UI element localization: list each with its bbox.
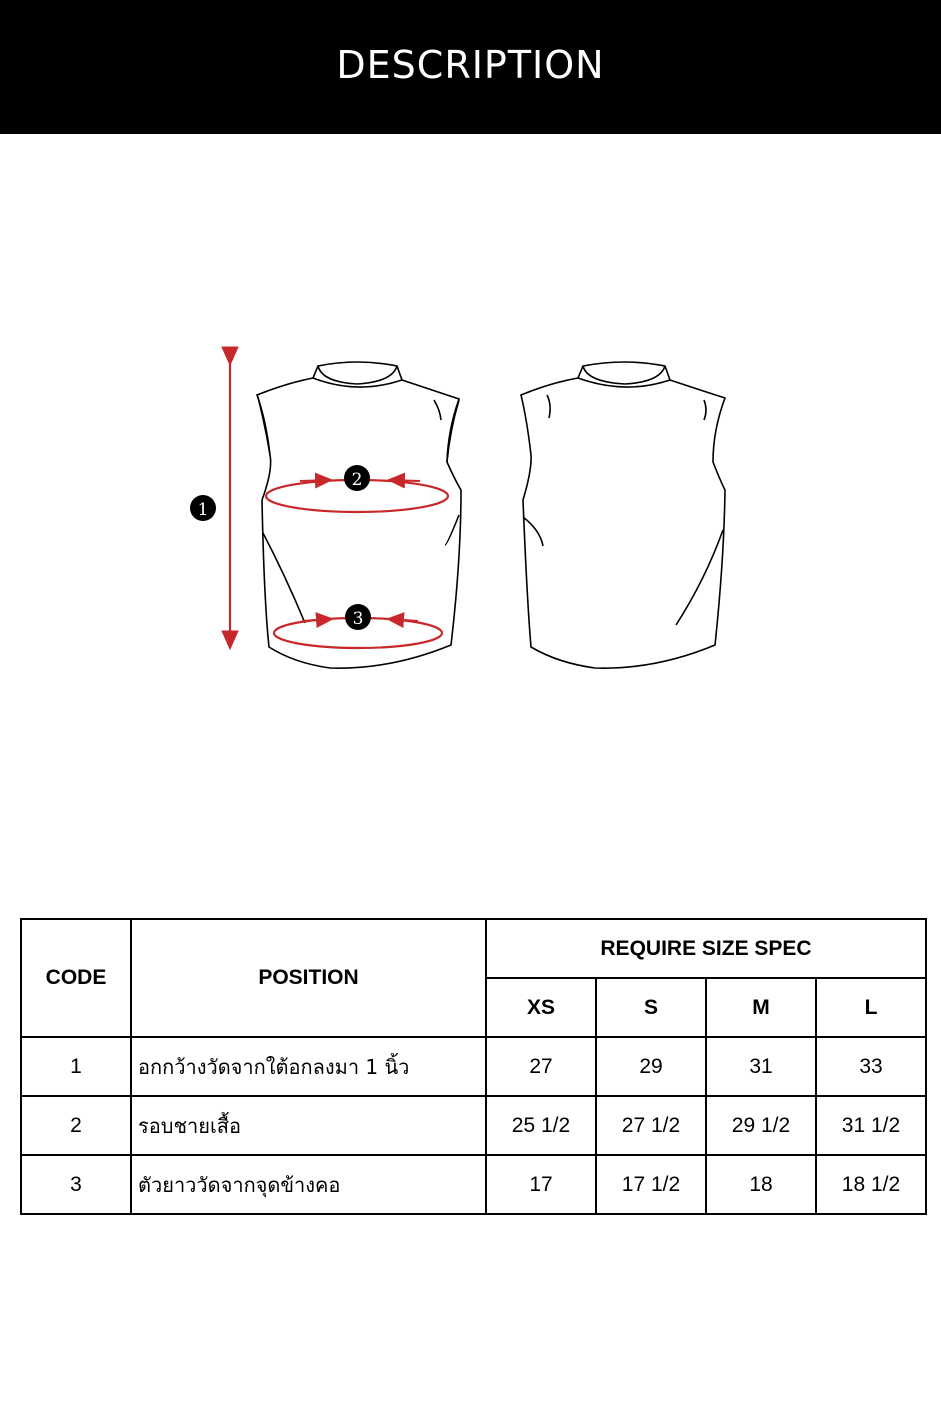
- header-require-size-spec: REQUIRE SIZE SPEC: [486, 919, 926, 978]
- size-header-s: S: [596, 978, 706, 1037]
- row-value-l: 31 1/2: [816, 1096, 926, 1155]
- row-value-xs: 25 1/2: [486, 1096, 596, 1155]
- size-header-xs: XS: [486, 978, 596, 1037]
- row-position: ตัวยาววัดจากจุดข้างคอ: [131, 1155, 486, 1214]
- row-value-l: 18 1/2: [816, 1155, 926, 1214]
- svg-text:1: 1: [197, 500, 209, 520]
- table-row: [21, 1037, 926, 1096]
- svg-text:2: 2: [351, 470, 363, 490]
- chest-arrow-left: [300, 480, 331, 481]
- header-position: POSITION: [131, 919, 486, 1037]
- row-value-m: 29 1/2: [706, 1096, 816, 1155]
- row-value-xs: 27: [486, 1037, 596, 1096]
- row-value-s: 27 1/2: [596, 1096, 706, 1155]
- row-value-m: 31: [706, 1037, 816, 1096]
- row-position: อกกว้างวัดจากใต้อกลงมา 1 นิ้ว: [131, 1037, 486, 1096]
- marker-1: [190, 495, 216, 521]
- page-title: DESCRIPTION: [336, 43, 605, 87]
- table-row: [21, 1155, 926, 1214]
- garment-diagram: [0, 330, 941, 690]
- chest-arrow-right: [389, 480, 420, 481]
- size-spec-table: [20, 918, 927, 1215]
- row-code: 2: [21, 1096, 131, 1155]
- row-value-s: 17 1/2: [596, 1155, 706, 1214]
- row-value-l: 33: [816, 1037, 926, 1096]
- svg-text:3: 3: [352, 609, 364, 629]
- hem-arrow-left: [302, 619, 332, 621]
- row-code: 1: [21, 1037, 131, 1096]
- marker-3: [345, 604, 371, 630]
- size-header-m: M: [706, 978, 816, 1037]
- row-code: 3: [21, 1155, 131, 1214]
- table-row: [21, 1096, 926, 1155]
- row-value-m: 18: [706, 1155, 816, 1214]
- row-value-xs: 17: [486, 1155, 596, 1214]
- row-value-s: 29: [596, 1037, 706, 1096]
- size-header-l: L: [816, 978, 926, 1037]
- back-garment-outline: [521, 362, 725, 668]
- header-code: CODE: [21, 919, 131, 1037]
- row-position: รอบชายเสื้อ: [131, 1096, 486, 1155]
- marker-2: [344, 465, 370, 491]
- header-bar: [0, 0, 941, 134]
- hem-arrow-right: [388, 619, 418, 621]
